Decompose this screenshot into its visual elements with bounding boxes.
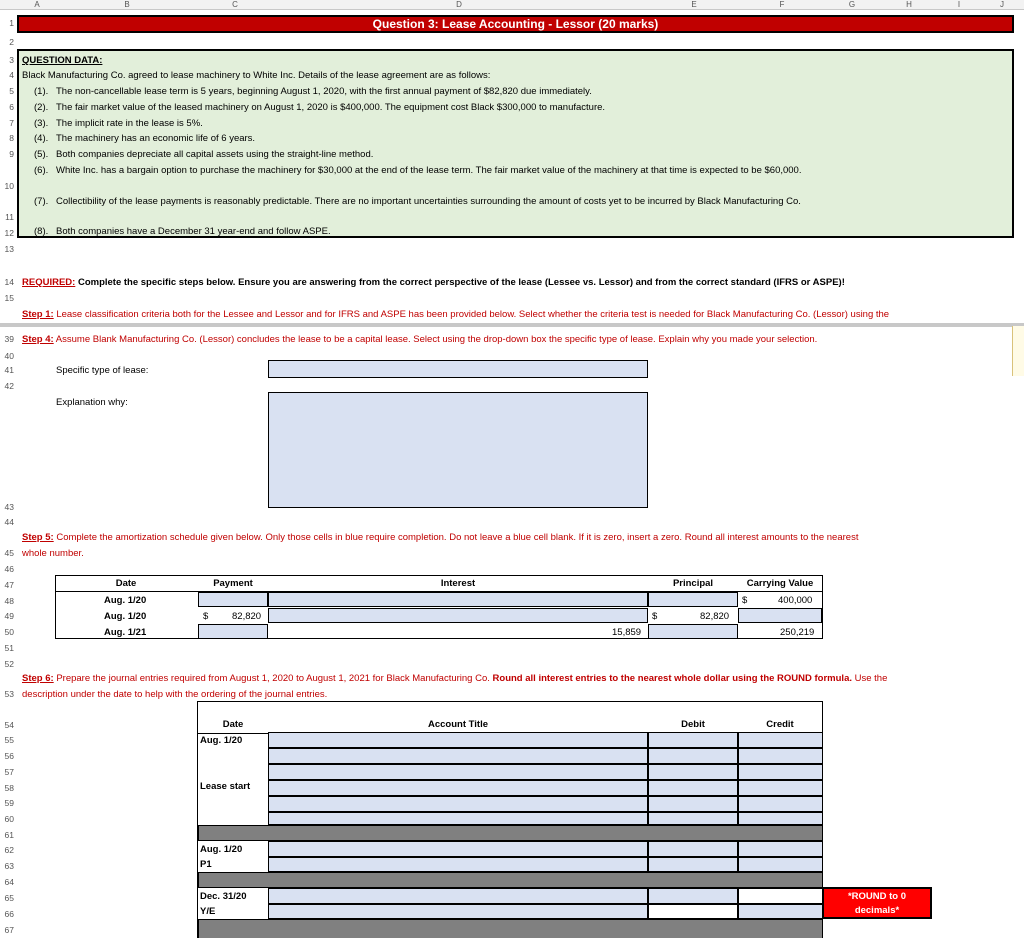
row-number[interactable]: 53 bbox=[4, 689, 14, 699]
item-text: Collectibility of the lease payments is reasonably predictable. There are no important uncertainties surrounding the amount of costs yet to be incurred by Black Manufacturing Co. bbox=[56, 196, 801, 207]
round-note-line2: decimals* bbox=[854, 905, 900, 916]
journal-credit-input[interactable] bbox=[738, 812, 823, 825]
journal-debit-input[interactable] bbox=[648, 796, 738, 812]
required-text: Complete the specific steps below. Ensure you are answering from the correct perspective of the lease (Lessee vs. Lessor) and from the correct standard (IFRS or ASPE)! bbox=[75, 277, 845, 288]
journal-credit-input[interactable] bbox=[738, 764, 823, 780]
journal-debit-input[interactable] bbox=[648, 812, 738, 825]
journal-credit-input[interactable] bbox=[738, 780, 823, 796]
journal-description-cell: P1 bbox=[200, 859, 212, 870]
explanation-input[interactable] bbox=[268, 392, 648, 508]
comment-marker[interactable] bbox=[1012, 326, 1024, 376]
amort-principal-symbol: $ bbox=[652, 611, 658, 622]
journal-account-input[interactable] bbox=[268, 796, 648, 812]
journal-account-input[interactable] bbox=[268, 857, 648, 872]
journal-account-input[interactable] bbox=[268, 732, 648, 748]
journal-credit-input[interactable] bbox=[738, 796, 823, 812]
row-number[interactable]: 67 bbox=[4, 925, 14, 935]
required-line bbox=[22, 277, 845, 288]
row-number[interactable]: 42 bbox=[4, 381, 14, 391]
journal-credit-input[interactable] bbox=[738, 748, 823, 764]
row-number[interactable]: 6 bbox=[9, 102, 14, 112]
row-number[interactable]: 39 bbox=[4, 334, 14, 344]
row-number[interactable]: 5 bbox=[9, 86, 14, 96]
lease-type-label: Specific type of lease: bbox=[56, 365, 149, 376]
journal-header-date: Date bbox=[222, 719, 244, 730]
amort-interest-input[interactable] bbox=[268, 592, 648, 607]
journal-debit-input[interactable] bbox=[648, 904, 738, 919]
col-header-i[interactable]: I bbox=[957, 0, 961, 9]
round-note-line1: *ROUND to 0 bbox=[847, 891, 907, 902]
row-number[interactable]: 65 bbox=[4, 893, 14, 903]
item-text: The fair market value of the leased machinery on August 1, 2020 is $400,000. The equipment cost Black $300,000 to manufacture. bbox=[56, 102, 606, 113]
col-header-e[interactable]: E bbox=[691, 0, 697, 9]
journal-debit-input[interactable] bbox=[648, 732, 738, 748]
lease-type-dropdown[interactable] bbox=[268, 360, 648, 378]
amort-cv-input[interactable] bbox=[738, 608, 822, 623]
row-number[interactable]: 10 bbox=[4, 181, 14, 191]
row-number[interactable]: 58 bbox=[4, 783, 14, 793]
item-text: The machinery has an economic life of 6 years. bbox=[56, 133, 256, 144]
amort-header-interest: Interest bbox=[440, 578, 476, 589]
item-text: The non-cancellable lease term is 5 years, beginning August 1, 2020, with the first annual payment of $82,820 due immediately. bbox=[56, 86, 592, 97]
row-number[interactable]: 49 bbox=[4, 611, 14, 621]
col-header-c[interactable]: C bbox=[232, 0, 238, 9]
journal-credit-input[interactable] bbox=[738, 888, 823, 904]
row-number[interactable]: 12 bbox=[4, 228, 14, 238]
item-text: The implicit rate in the lease is 5%. bbox=[56, 118, 203, 129]
amort-principal-input[interactable] bbox=[648, 592, 738, 607]
row-number[interactable]: 4 bbox=[9, 70, 14, 80]
step6-text-b: Use the bbox=[852, 673, 888, 684]
journal-account-input[interactable] bbox=[268, 841, 648, 857]
col-header-j[interactable]: J bbox=[1000, 0, 1004, 9]
journal-account-input[interactable] bbox=[268, 904, 648, 919]
row-number[interactable]: 11 bbox=[5, 212, 14, 222]
amort-payment-cell: 82,820 bbox=[232, 611, 262, 622]
journal-account-input[interactable] bbox=[268, 888, 648, 904]
journal-date-cell: Dec. 31/20 bbox=[200, 891, 247, 902]
explanation-label: Explanation why: bbox=[56, 397, 128, 408]
row-number[interactable]: 43 bbox=[4, 502, 14, 512]
row-number[interactable]: 2 bbox=[9, 37, 14, 47]
amort-header-carrying-value: Carrying Value bbox=[746, 578, 814, 589]
item-number: (2). bbox=[34, 102, 49, 113]
round-note-callout bbox=[822, 887, 932, 919]
step6-text: Prepare the journal entries required from August 1, 2020 to August 1, 2021 for Black Manufacturing Co. bbox=[53, 673, 493, 684]
journal-header-debit: Debit bbox=[681, 719, 705, 730]
column-header-bar bbox=[0, 0, 1024, 10]
row-number[interactable]: 3 bbox=[9, 55, 14, 65]
row-number[interactable]: 55 bbox=[4, 735, 14, 745]
item-number: (7). bbox=[34, 196, 49, 207]
amort-date-cell: Aug. 1/21 bbox=[104, 627, 147, 638]
journal-separator-row bbox=[198, 919, 823, 938]
journal-debit-input[interactable] bbox=[648, 764, 738, 780]
row-number[interactable]: 57 bbox=[4, 767, 14, 777]
amort-payment-symbol: $ bbox=[203, 611, 209, 622]
row-number[interactable]: 1 bbox=[9, 18, 14, 28]
row-number[interactable]: 14 bbox=[4, 277, 14, 287]
row-number[interactable]: 66 bbox=[4, 909, 14, 919]
item-number: (4). bbox=[34, 133, 49, 144]
item-text: White Inc. has a bargain option to purchase the machinery for $30,000 at the end of the lease term. The fair market value of the machinery at that time is expected to be $60,000. bbox=[56, 165, 802, 176]
amort-cv-symbol: $ bbox=[742, 595, 748, 606]
journal-date-underline bbox=[198, 733, 268, 734]
journal-header-account: Account Title bbox=[428, 719, 488, 730]
col-header-b[interactable]: B bbox=[124, 0, 130, 9]
journal-account-input[interactable] bbox=[268, 780, 648, 796]
row-number[interactable]: 56 bbox=[4, 751, 14, 761]
row-number[interactable]: 45 bbox=[4, 548, 14, 558]
journal-account-input[interactable] bbox=[268, 748, 648, 764]
row-number[interactable]: 54 bbox=[4, 720, 14, 730]
row-number[interactable]: 59 bbox=[4, 798, 14, 808]
row-number[interactable]: 8 bbox=[9, 133, 14, 143]
row-number[interactable]: 13 bbox=[4, 244, 14, 254]
journal-debit-input[interactable] bbox=[648, 888, 738, 904]
question-title-bar bbox=[17, 15, 1014, 33]
amort-date-cell: Aug. 1/20 bbox=[104, 595, 147, 606]
required-label: REQUIRED: bbox=[22, 277, 76, 288]
row-number[interactable]: 15 bbox=[4, 293, 14, 303]
amort-interest-input[interactable] bbox=[268, 608, 648, 623]
col-header-h[interactable]: H bbox=[906, 0, 912, 9]
journal-header-credit: Credit bbox=[766, 719, 794, 730]
step1-label: Step 1: bbox=[22, 309, 54, 320]
journal-date-cell: Aug. 1/20 bbox=[200, 844, 243, 855]
item-number: (8). bbox=[34, 226, 49, 237]
item-number: (5). bbox=[34, 149, 49, 160]
col-header-f[interactable]: F bbox=[779, 0, 785, 9]
row-number[interactable]: 46 bbox=[4, 564, 14, 574]
step5-label: Step 5: bbox=[22, 532, 54, 543]
row-number[interactable]: 61 bbox=[4, 830, 14, 840]
journal-description-cell: Lease start bbox=[200, 781, 251, 792]
row-number[interactable]: 44 bbox=[4, 517, 14, 527]
item-text: Both companies depreciate all capital assets using the straight-line method. bbox=[56, 149, 374, 160]
item-number: (1). bbox=[34, 86, 49, 97]
question-title: Question 3: Lease Accounting - Lessor (20 marks) bbox=[372, 17, 659, 31]
step6-text-continued: description under the date to help with the ordering of the journal entries. bbox=[22, 689, 328, 700]
row-number[interactable]: 60 bbox=[4, 814, 14, 824]
row-number[interactable]: 64 bbox=[4, 877, 14, 887]
step5-text: Complete the amortization schedule given below. Only those cells in blue require completion. Do not leave a blue cell blank. If it is zero, insert a zero. Round all interest amounts to the nearest bbox=[53, 532, 859, 543]
step6-line bbox=[22, 673, 887, 684]
amort-header-payment: Payment bbox=[213, 578, 253, 589]
row-number[interactable]: 52 bbox=[4, 659, 14, 669]
amort-cv-cell: 250,219 bbox=[780, 627, 815, 638]
row-number[interactable]: 48 bbox=[4, 596, 14, 606]
step4-text: Assume Blank Manufacturing Co. (Lessor) concludes the lease to be a capital lease. Select using the drop-down box the specific type of lease. Explain why you made your selection. bbox=[53, 334, 818, 345]
col-header-d[interactable]: D bbox=[456, 0, 462, 9]
col-header-g[interactable]: G bbox=[848, 0, 856, 9]
journal-debit-input[interactable] bbox=[648, 780, 738, 796]
row-number[interactable]: 7 bbox=[9, 118, 14, 128]
journal-account-input[interactable] bbox=[268, 764, 648, 780]
amort-cv-cell: 400,000 bbox=[778, 595, 813, 606]
question-intro: Black Manufacturing Co. agreed to lease machinery to White Inc. Details of the lease agreement are as follows: bbox=[22, 70, 491, 81]
journal-credit-input[interactable] bbox=[738, 904, 823, 919]
col-header-a[interactable]: A bbox=[34, 0, 40, 9]
row-number[interactable]: 51 bbox=[4, 643, 14, 653]
item-number: (3). bbox=[34, 118, 49, 129]
journal-credit-input[interactable] bbox=[738, 732, 823, 748]
row-number[interactable]: 50 bbox=[4, 627, 14, 637]
journal-date-cell: Aug. 1/20 bbox=[200, 735, 243, 746]
amort-date-cell: Aug. 1/20 bbox=[104, 611, 147, 622]
amort-header-date: Date bbox=[115, 578, 137, 589]
row-number[interactable]: 40 bbox=[4, 351, 14, 361]
journal-debit-input[interactable] bbox=[648, 857, 738, 872]
step5-line bbox=[22, 532, 858, 543]
step5-text-continued: whole number. bbox=[22, 548, 84, 559]
row-number[interactable]: 62 bbox=[4, 845, 14, 855]
frozen-split-divider[interactable] bbox=[0, 323, 1024, 327]
journal-credit-input[interactable] bbox=[738, 857, 823, 872]
amort-header-principal: Principal bbox=[672, 578, 714, 589]
journal-debit-input[interactable] bbox=[648, 748, 738, 764]
amort-interest-cell: 15,859 bbox=[612, 627, 642, 638]
journal-separator-row bbox=[198, 872, 823, 888]
step6-label: Step 6: bbox=[22, 673, 54, 684]
journal-debit-input[interactable] bbox=[648, 841, 738, 857]
journal-separator-row bbox=[198, 825, 823, 841]
item-number: (6). bbox=[34, 165, 49, 176]
amort-payment-input[interactable] bbox=[198, 624, 268, 639]
row-number[interactable]: 63 bbox=[4, 861, 14, 871]
item-text: Both companies have a December 31 year-end and follow ASPE. bbox=[56, 226, 331, 237]
step1-text: Lease classification criteria both for the Lessee and Lessor and for IFRS and ASPE has been provided below. Select whether the criteria test is needed for Black Manufacturing Co. (Lessor) using the bbox=[53, 309, 890, 320]
row-number[interactable]: 47 bbox=[4, 580, 14, 590]
journal-description-cell: Y/E bbox=[200, 906, 216, 917]
question-data-heading: QUESTION DATA: bbox=[22, 55, 103, 66]
row-number[interactable]: 41 bbox=[4, 365, 14, 375]
step4-label: Step 4: bbox=[22, 334, 54, 345]
row-number[interactable]: 9 bbox=[9, 149, 14, 159]
step6-bold-text: Round all interest entries to the nearest whole dollar using the ROUND formula. bbox=[492, 673, 852, 684]
amort-principal-cell: 82,820 bbox=[700, 611, 730, 622]
step4-line bbox=[22, 334, 817, 345]
journal-credit-input[interactable] bbox=[738, 841, 823, 857]
step1-line bbox=[22, 309, 889, 320]
amort-principal-input[interactable] bbox=[648, 624, 738, 639]
amort-payment-input[interactable] bbox=[198, 592, 268, 607]
journal-account-input[interactable] bbox=[268, 812, 648, 825]
